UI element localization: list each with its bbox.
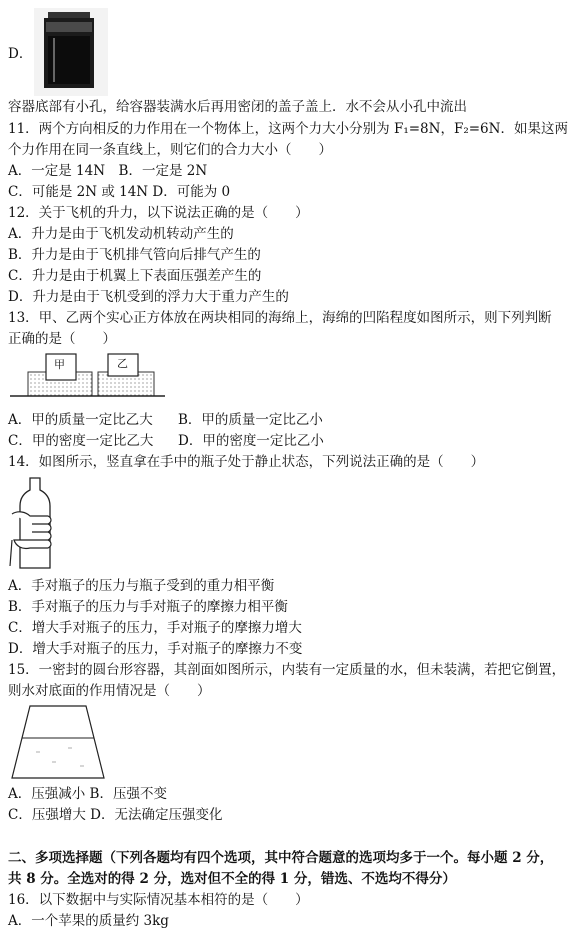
- q16-stem: 16．以下数据中与实际情况基本相符的是（ ）: [8, 892, 309, 908]
- q13-option-c: C．甲的密度一定比乙大: [8, 433, 154, 449]
- q12-option-a: A．升力是由于飞机发动机转动产生的: [8, 226, 234, 242]
- q10-option-d-label: D．: [8, 46, 33, 62]
- q11-options-ab: A．一定是 14N B．一定是 2N: [8, 163, 208, 179]
- q13-option-d: D．甲的密度一定比乙小: [178, 433, 324, 449]
- q15-stem-line-2: 则水对底面的作用情况是（ ）: [8, 683, 211, 699]
- q10-option-d-caption: 容器底部有小孔，给容器装满水后再用密闭的盖子盖上．水不会从小孔中流出: [8, 99, 467, 115]
- q12-stem: 12．关于飞机的升力，以下说法正确的是（ ）: [8, 205, 309, 221]
- q14-stem: 14．如图所示，竖直拿在手中的瓶子处于静止状态，下列说法正确的是（ ）: [8, 454, 485, 470]
- q12-option-b: B．升力是由于飞机排气管向后排气产生的: [8, 247, 261, 263]
- q13-option-a: A．甲的质量一定比乙大: [8, 412, 153, 428]
- q11-stem-line-2: 个力作用在同一条直线上，则它们的合力大小（ ）: [8, 142, 332, 158]
- q11-stem-line-1: 11．两个方向相反的力作用在一个物体上，这两个力大小分别为 F₁=8N，F₂=6N．如果这两: [8, 121, 568, 137]
- q15-options-cd: C．压强增大 D．无法确定压强变化: [8, 807, 223, 823]
- q13-option-b: B．甲的质量一定比乙小: [178, 412, 323, 428]
- q15-stem-line-1: 15．一密封的圆台形容器，其剖面如图所示，内装有一定质量的水，但未装满，若把它倒置，: [8, 662, 566, 678]
- q14-option-d: D．增大手对瓶子的压力，手对瓶子的摩擦力不变: [8, 641, 303, 657]
- q15-frustum-container-figure: [8, 702, 108, 780]
- q14-option-a: A．手对瓶子的压力与瓶子受到的重力相平衡: [8, 578, 275, 594]
- q12-option-d: D．升力是由于飞机受到的浮力大于重力产生的: [8, 289, 289, 305]
- q13-block-yi-label: 乙: [117, 357, 128, 370]
- section2-heading-line-2: 共 8 分。全选对的得 2 分，选对但不全的得 1 分，错选、不选均不得分）: [8, 871, 456, 887]
- q14-option-c: C．增大手对瓶子的压力，手对瓶子的摩擦力增大: [8, 620, 302, 636]
- q13-sponge-figure: [10, 350, 165, 398]
- q14-option-b: B．手对瓶子的压力与手对瓶子的摩擦力相平衡: [8, 599, 288, 615]
- q11-options-cd: C．可能是 2N 或 14N D．可能为 0: [8, 184, 231, 200]
- q13-stem-line-2: 正确的是（ ）: [8, 331, 116, 347]
- section2-heading-line-1: 二、多项选择题（下列各题均有四个选项，其中符合题意的选项均多于一个。每小题 2 分，: [8, 850, 554, 866]
- q12-option-c: C．升力是由于机翼上下表面压强差产生的: [8, 268, 262, 284]
- q13-stem-line-1: 13．甲、乙两个实心正方体放在两块相同的海绵上，海绵的凹陷程度如图所示，则下列判断: [8, 310, 552, 326]
- q14-hand-bottle-figure: [8, 476, 58, 572]
- q13-block-jia-label: 甲: [54, 358, 65, 371]
- q10-container-photo: [34, 8, 108, 96]
- q16-option-a: A．一个苹果的质量约 3kg: [8, 913, 169, 929]
- q15-options-ab: A．压强减小 B．压强不变: [8, 786, 167, 802]
